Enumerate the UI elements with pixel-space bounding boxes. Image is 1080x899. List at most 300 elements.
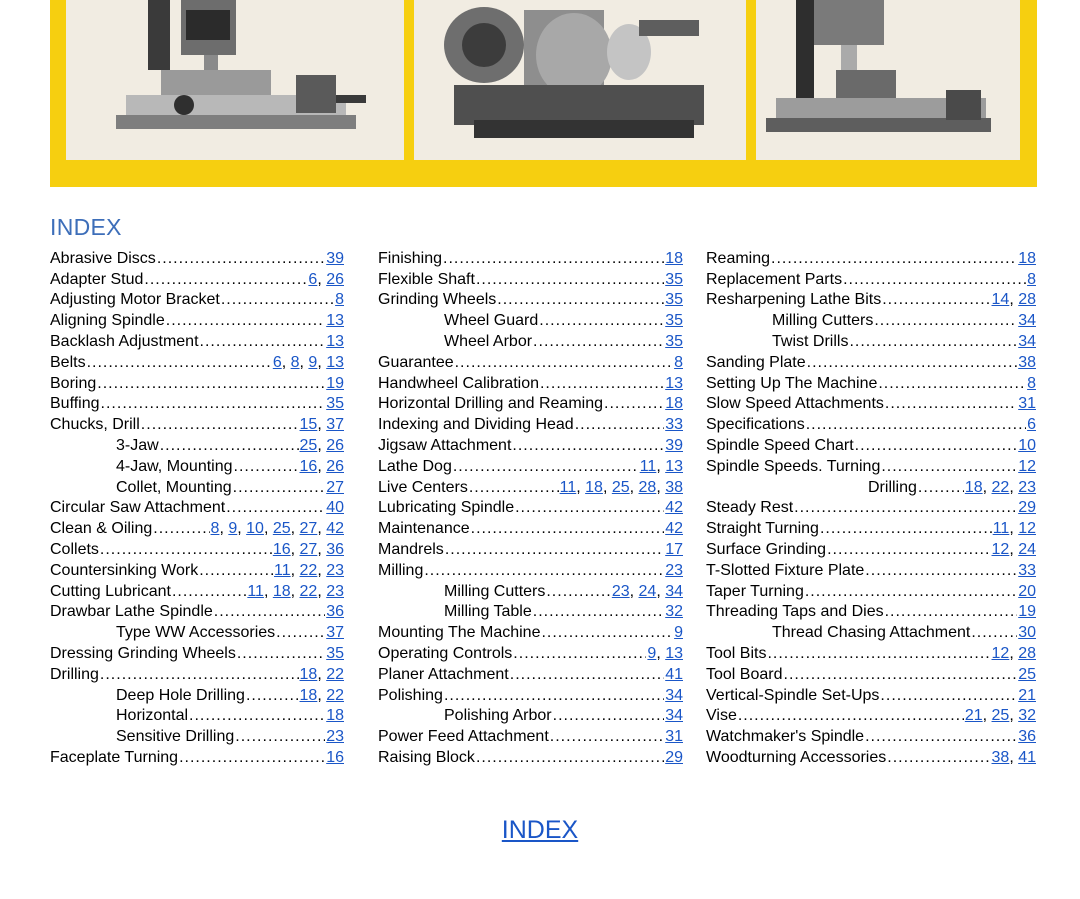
index-entry [378,517,683,538]
page-link[interactable]: 18 [1018,249,1036,267]
page-link[interactable]: 6 [272,353,282,371]
index-entry-label: Grinding Wheels [378,291,497,309]
dot-leader [179,748,325,767]
dot-leader [172,582,246,601]
index-entry-label: Mounting The Machine [378,624,541,642]
page-link[interactable]: 31 [1018,395,1036,413]
page-link[interactable]: 17 [665,540,683,558]
page-link[interactable]: 9 [647,644,657,662]
index-entry-label: Tool Bits [706,644,767,662]
dot-leader [843,270,1026,289]
page-link[interactable]: 6 [1027,416,1036,434]
index-entry [378,601,683,622]
index-entry [706,725,1036,746]
index-entry [378,746,683,767]
index-column-1 [50,247,344,767]
page-link[interactable]: 25 [272,520,291,538]
index-entry-label: Cutting Lubricant [50,582,171,600]
page-link[interactable]: 23 [665,561,683,579]
page-links [665,665,683,684]
page-link[interactable]: 16 [272,540,291,558]
page-link[interactable]: 34 [665,707,683,725]
page-link[interactable]: 42 [665,520,683,538]
index-entry [706,663,1036,684]
page-links [326,706,344,725]
page-link[interactable]: 13 [326,332,344,350]
page-link[interactable]: 22 [299,582,318,600]
dot-leader [767,644,990,663]
page-link[interactable]: 11 [247,582,264,600]
index-entry [50,289,344,310]
index-entry [378,705,683,726]
page-links [665,540,683,559]
index-entry-label: Backlash Adjustment [50,332,199,350]
page-links [665,270,683,289]
page-link[interactable]: 34 [1018,312,1036,330]
index-entry-label: Replacement Parts [706,270,843,288]
page-link[interactable]: 12 [991,540,1010,558]
page-link[interactable]: 18 [585,478,603,496]
page-links [1018,727,1036,746]
index-entry-label: Milling Table [444,603,532,621]
index-entry-label: Boring [50,374,97,392]
page-link[interactable]: 21 [964,707,983,725]
index-entry-label: Milling Cutters [444,582,546,600]
dot-leader [885,394,1017,413]
page-link[interactable]: 13 [665,374,683,392]
page-link[interactable]: 35 [665,291,683,309]
page-links: 23, 24, 34 [611,582,683,600]
page-link[interactable]: 33 [665,416,683,434]
page-link[interactable]: 12 [1018,520,1036,538]
page-link[interactable]: 8 [1027,374,1036,392]
index-entry-label: Raising Block [378,748,475,766]
page-link[interactable]: 37 [326,624,344,642]
dot-leader [476,748,664,767]
index-entry [50,372,344,393]
page-link[interactable]: 26 [326,457,344,475]
index-entry [706,476,1036,497]
page-link[interactable]: 27 [326,478,344,496]
page-link[interactable]: 39 [665,436,683,454]
page-link[interactable]: 6 [308,270,318,288]
page-links [326,249,344,268]
page-link[interactable]: 18 [299,686,318,704]
page-link[interactable]: 12 [1018,457,1036,475]
page-links: 6, 26 [308,270,344,288]
index-entry-label: Twist Drills [772,332,849,350]
page-link[interactable]: 11 [992,520,1010,538]
page-links [1018,686,1036,705]
index-entry-label: Reaming [706,249,771,267]
page-link[interactable]: 13 [665,644,683,662]
page-link[interactable]: 29 [1018,499,1036,517]
dot-leader [885,602,1018,621]
page-link[interactable]: 27 [299,540,318,558]
page-links: 11, 18, 25, 28, 38 [559,478,683,496]
page-link[interactable]: 23 [326,582,344,600]
index-entry [378,580,683,601]
page-link[interactable]: 23 [326,728,344,746]
page-links [1018,623,1036,642]
page-link[interactable]: 18 [272,582,291,600]
dot-leader [575,415,665,434]
page-link[interactable]: 35 [665,270,683,288]
index-entry-label: Horizontal Drilling and Reaming [378,395,603,413]
dot-leader [882,290,990,309]
index-entry-label: Drawbar Lathe Spindle [50,603,213,621]
dot-leader [160,436,299,455]
page-links: 18, 22, 23 [964,478,1036,496]
page-link[interactable]: 21 [1018,686,1036,704]
dot-leader [515,498,664,517]
dot-leader [546,582,610,601]
dot-leader [445,540,664,559]
index-entry [706,434,1036,455]
page-link[interactable]: 34 [1018,332,1036,350]
index-entry-label: Horizontal [116,707,189,725]
page-link[interactable]: 10 [1018,436,1036,454]
page-link[interactable]: 41 [665,665,683,683]
index-entry [50,351,344,372]
page-link[interactable]: 25 [299,436,318,454]
page-link[interactable]: 8 [210,520,220,538]
page-link[interactable]: 41 [1018,748,1036,766]
page-links [326,498,344,517]
page-link[interactable]: 30 [1018,624,1036,642]
index-entry-label: Type WW Accessories [116,624,276,642]
index-entry [378,621,683,642]
index-entry [706,351,1036,372]
page-link[interactable]: 9 [308,353,318,371]
page-links [665,415,683,434]
dot-leader [604,394,664,413]
page-links [665,374,683,393]
dot-leader [849,332,1017,351]
index-entry-label: 4-Jaw, Mounting [116,457,233,475]
page-link[interactable]: 22 [326,686,344,704]
page-link[interactable]: 32 [1018,707,1036,725]
index-entry [378,268,683,289]
page-link[interactable]: 31 [665,728,683,746]
index-entry [706,372,1036,393]
index-entry-label: Vertical-Spindle Set-Ups [706,686,880,704]
dot-leader [141,415,299,434]
page-links [1018,582,1036,601]
page-link[interactable]: 28 [1018,291,1036,309]
index-entry-label: Countersinking Work [50,561,199,579]
page-link[interactable]: 35 [326,644,344,662]
index-entry [50,455,344,476]
index-entry [50,580,344,601]
dot-leader [233,478,326,497]
index-entry [50,476,344,497]
index-entry-label: Buffing [50,395,100,413]
dot-leader [221,290,334,309]
page-links: 12, 28 [991,644,1036,662]
page-link[interactable]: 25 [611,478,630,496]
page-link[interactable]: 42 [326,520,344,538]
index-entry [50,538,344,559]
index-entry-label: Steady Rest [706,499,794,517]
page-links [1018,394,1036,413]
dot-leader [166,311,325,330]
page-link[interactable]: 8 [1027,270,1036,288]
page-links [665,332,683,351]
index-entry-label: Belts [50,353,86,371]
page-links [665,498,683,517]
page-links: 14, 28 [991,291,1036,309]
page-link[interactable]: 38 [991,748,1010,766]
page-link[interactable]: 18 [964,478,983,496]
page-link[interactable]: 23 [326,561,344,579]
tool-grinder-photo [414,0,746,160]
index-entry-label: T-Slotted Fixture Plate [706,561,865,579]
page-links: 8, 9, 10, 25, 27, 42 [210,520,344,538]
page-links [665,311,683,330]
index-entry-label: Spindle Speeds. Turning [706,457,881,475]
page-link[interactable]: 36 [326,603,344,621]
dot-leader [806,415,1026,434]
page-links: 15, 37 [299,416,344,434]
page-link[interactable]: 20 [1018,582,1036,600]
dot-leader [443,249,664,268]
dot-leader [424,561,664,580]
page-link[interactable]: 13 [665,457,683,475]
index-entry [378,497,683,518]
page-link[interactable]: 23 [1018,478,1036,496]
index-entry [378,413,683,434]
index-entry-label: Setting Up The Machine [706,374,878,392]
page-link[interactable]: 24 [638,582,657,600]
page-links [665,748,683,767]
page-link[interactable]: 38 [1018,353,1036,371]
dot-leader [553,706,665,725]
page-links [326,478,344,497]
index-entry [378,663,683,684]
page-link[interactable]: 28 [638,478,657,496]
page-link[interactable]: 34 [665,582,683,600]
index-entry-label: Operating Controls [378,644,513,662]
page-links [665,394,683,413]
page-links [1018,561,1036,580]
page-link[interactable]: 8 [290,353,300,371]
index-entry [378,330,683,351]
page-link[interactable]: 25 [1018,665,1036,683]
index-entry-label: Adapter Stud [50,270,144,288]
page-link[interactable]: 18 [665,249,683,267]
index-entry-label: Maintenance [378,520,470,538]
page-links [665,602,683,621]
footer-nav [0,816,1080,845]
dot-leader [827,540,990,559]
page-link[interactable]: 19 [1018,603,1036,621]
page-link[interactable]: 13 [326,353,344,371]
index-entry-label: Handwheel Calibration [378,374,539,392]
index-entry-label: Milling Cutters [772,312,874,330]
dot-leader [807,353,1018,372]
page-link[interactable]: 26 [326,270,344,288]
dot-leader [453,457,639,476]
index-entry-label: Vise [706,707,737,725]
index-entry [378,351,683,372]
index-entry-label: Taper Turning [706,582,804,600]
page-link[interactable]: 13 [326,312,344,330]
dot-leader [794,498,1017,517]
page-links [326,332,344,351]
dot-leader [784,665,1018,684]
page-link[interactable]: 29 [665,748,683,766]
index-entry [706,517,1036,538]
page-link[interactable]: 35 [326,395,344,413]
page-link[interactable]: 26 [326,436,344,454]
dot-leader [541,623,673,642]
page-link[interactable]: 32 [665,603,683,621]
page-link[interactable]: 34 [665,686,683,704]
page-link[interactable]: 9 [674,624,683,642]
index-entry-label: Drilling [50,665,99,683]
dot-leader [855,436,1018,455]
page-link[interactable]: 25 [991,707,1010,725]
page-link[interactable]: 9 [228,520,238,538]
page-link[interactable]: 14 [991,291,1010,309]
page-link[interactable]: 11 [639,457,657,475]
index-entry [50,705,344,726]
page-link[interactable]: 36 [1018,728,1036,746]
page-link[interactable]: 18 [299,665,318,683]
page-link[interactable]: 39 [326,249,344,267]
page-link[interactable]: 16 [299,457,318,475]
page-link[interactable]: 18 [326,707,344,725]
index-entry-label: Deep Hole Drilling [116,686,245,704]
page-links: 6, 8, 9, 13 [272,353,344,371]
page-links [665,727,683,746]
index-entry-label: Aligning Spindle [50,312,165,330]
page-link[interactable]: 28 [1018,644,1036,662]
index-entry-label: Tool Board [706,665,783,683]
index-entry [706,309,1036,330]
page-links [665,686,683,705]
index-entry-label: Collets [50,540,99,558]
page-link[interactable]: 42 [665,499,683,517]
index-entry [50,642,344,663]
index-entry [706,330,1036,351]
page-links [1027,415,1036,434]
page-links: 12, 24 [991,540,1036,558]
index-entry [50,601,344,622]
index-entry [706,538,1036,559]
index-column-3 [706,247,1036,767]
page-links [335,290,344,309]
index-entry [50,309,344,330]
dot-leader [476,270,664,289]
index-entry-label: Threading Taps and Dies [706,603,884,621]
page-link[interactable]: 24 [1018,540,1036,558]
page-links [1018,665,1036,684]
page-link[interactable]: 10 [246,520,264,538]
page-links [326,727,344,746]
page-links [1018,311,1036,330]
page-links [326,602,344,621]
page-link[interactable]: 16 [326,748,344,766]
index-entry-label: Power Feed Attachment [378,728,549,746]
page-link[interactable]: 38 [665,478,683,496]
index-entry-label: Thread Chasing Attachment [772,624,971,642]
page-link[interactable]: 22 [299,561,318,579]
page-link[interactable]: 11 [274,561,291,579]
page-link[interactable]: 23 [611,582,630,600]
page-link[interactable]: 27 [299,520,318,538]
index-entry [50,663,344,684]
dot-leader [533,332,664,351]
dot-leader [497,290,664,309]
page-links [674,353,683,372]
dot-leader [771,249,1017,268]
page-link[interactable]: 8 [335,291,344,309]
page-link[interactable]: 33 [1018,561,1036,579]
page-link[interactable]: 15 [299,416,318,434]
page-link[interactable]: 19 [326,374,344,392]
index-entry-label: Slow Speed Attachments [706,395,884,413]
index-entry [50,330,344,351]
index-footer-link[interactable]: INDEX [501,816,579,844]
page-links [665,249,683,268]
dot-leader [455,353,673,372]
dot-leader [880,686,1017,705]
index-entry-label: Planer Attachment [378,665,509,683]
dot-leader [539,311,664,330]
index-entry-label: Woodturning Accessories [706,748,887,766]
page-link[interactable]: 8 [674,353,683,371]
index-entry [50,247,344,268]
dot-leader [144,270,307,289]
page-link[interactable]: 35 [665,332,683,350]
dot-leader [881,457,1017,476]
dot-leader [234,457,299,476]
index-entry-label: Wheel Guard [444,312,539,330]
page-links [326,311,344,330]
page-link[interactable]: 12 [991,644,1010,662]
index-entry-label: Straight Turning [706,520,819,538]
dot-leader [887,748,990,767]
index-entry-label: Milling [378,561,424,579]
page-link[interactable]: 22 [326,665,344,683]
index-entry-label: Lubricating Spindle [378,499,515,517]
index-entry [706,393,1036,414]
index-entry [50,621,344,642]
page-link[interactable]: 40 [326,499,344,517]
page-links [665,561,683,580]
index-entry [378,455,683,476]
page-link[interactable]: 22 [991,478,1010,496]
page-link[interactable]: 35 [665,312,683,330]
index-entry [378,247,683,268]
index-entry [706,621,1036,642]
page-links [1018,457,1036,476]
page-link[interactable]: 36 [326,540,344,558]
page-links [665,290,683,309]
page-links: 9, 13 [647,644,683,662]
index-entry [50,434,344,455]
index-entry [706,642,1036,663]
index-entry [706,559,1036,580]
page-link[interactable]: 18 [665,395,683,413]
index-entry-label: Resharpening Lathe Bits [706,291,882,309]
index-entry-label: Jigsaw Attachment [378,436,512,454]
dot-leader [918,478,964,497]
page-link[interactable]: 11 [559,478,577,496]
page-link[interactable]: 37 [326,416,344,434]
